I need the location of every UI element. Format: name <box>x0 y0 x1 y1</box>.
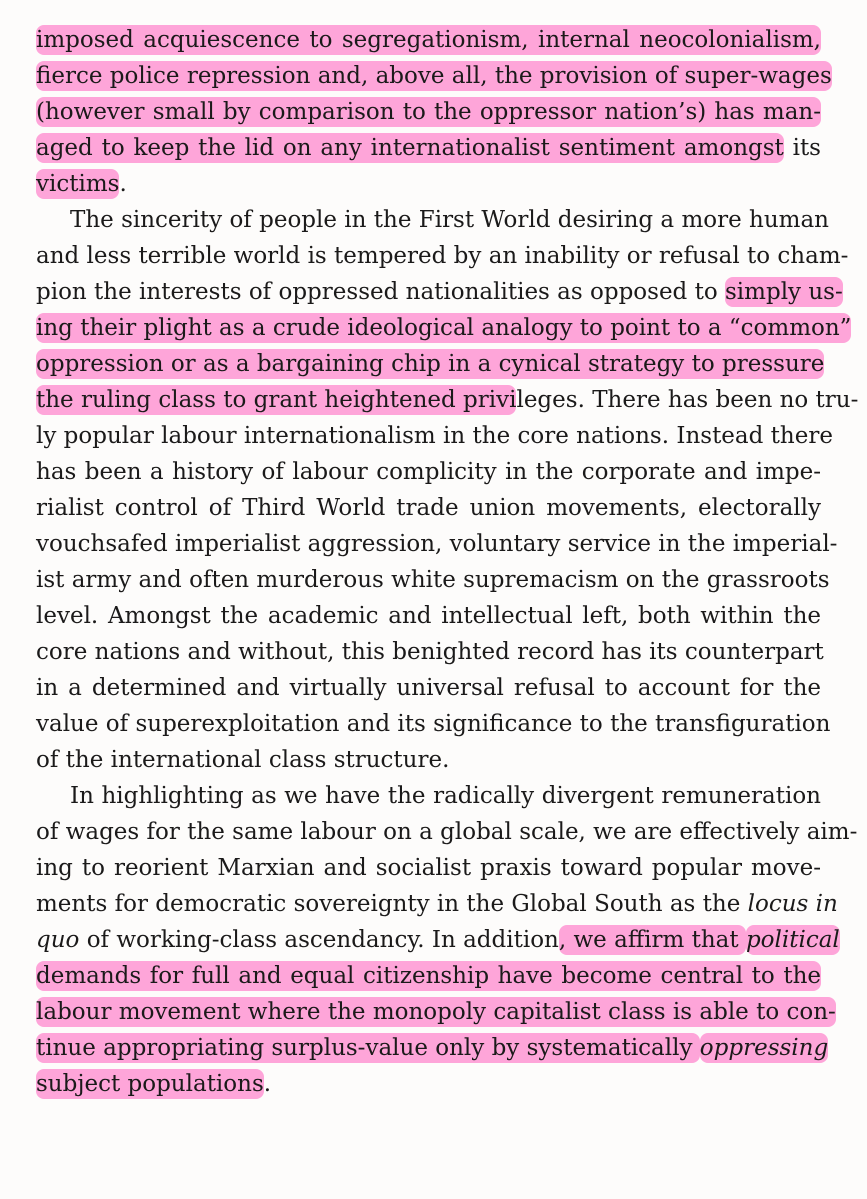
text-segment: rialist control of Third World trade union movements, electorally <box>36 495 821 521</box>
paragraph-2 <box>36 202 859 778</box>
text-segment: leges. There has been no tru- <box>516 387 859 413</box>
text-line <box>36 418 833 454</box>
text-line <box>36 634 824 670</box>
highlighted-text: simply us- <box>725 279 843 305</box>
highlighted-text: ing their plight as a crude ideological analogy to point to a “common” <box>36 315 852 341</box>
text-line <box>36 274 843 310</box>
paragraph-3 <box>36 778 858 1102</box>
highlighted-text: oppressing <box>699 1035 829 1061</box>
highlighted-text: political <box>745 927 840 953</box>
highlighted-text: imposed acquiescence to segregationism, internal neocolonialism, <box>36 27 821 53</box>
text-line <box>36 706 831 742</box>
highlighted-text: the ruling class to grant heightened privi <box>36 387 517 413</box>
text-line <box>36 994 836 1030</box>
text-line <box>36 562 830 598</box>
text-line <box>36 526 838 562</box>
text-line <box>36 94 821 130</box>
text-line <box>36 742 821 778</box>
highlighted-text: demands for full and equal citizenship have become central to the <box>36 963 821 989</box>
text-line <box>36 886 838 922</box>
text-line <box>36 166 821 202</box>
highlighted-text: oppression or as a bargaining chip in a cynical strategy to pressure <box>36 351 825 377</box>
text-line <box>36 490 821 526</box>
highlighted-text: fierce police repression and, above all, the provision of super-wages <box>36 63 832 89</box>
text-segment: . <box>263 1071 272 1097</box>
text-segment: vouchsafed imperialist aggression, voluntary service in the imperial- <box>36 531 838 557</box>
text-segment: level. Amongst the academic and intellectual left, both within the <box>36 603 821 629</box>
text-segment: ly popular labour internationalism in the core nations. Instead there <box>36 423 833 449</box>
text-line <box>36 1066 821 1102</box>
text-segment: of wages for the same labour on a global scale, we are effectively aim- <box>36 819 858 845</box>
highlighted-text: tinue appropriating surplus-value only by systematically <box>36 1035 700 1061</box>
book-page <box>36 22 859 1102</box>
text-segment: . <box>119 171 127 197</box>
text-line <box>36 814 858 850</box>
text-line <box>36 958 821 994</box>
text-segment: and less terrible world is tempered by an inability or refusal to cham- <box>36 243 849 269</box>
text-segment: value of superexploitation and its significance to the transfiguration <box>36 711 831 737</box>
text-segment: in a determined and virtually universal refusal to account for the <box>36 675 821 701</box>
text-line <box>36 202 829 238</box>
highlighted-text: labour movement where the monopoly capitalist class is able to con- <box>36 999 836 1025</box>
text-line <box>36 238 849 274</box>
text-line <box>36 346 825 382</box>
text-line <box>36 778 821 814</box>
text-segment: has been a history of labour complicity in the corporate and impe- <box>36 459 821 485</box>
highlighted-text: subject populations <box>36 1071 264 1097</box>
highlighted-text: aged to keep the lid on any internationalist sentiment amongst <box>36 135 784 161</box>
text-segment: quo <box>36 927 80 953</box>
text-segment: ing to reorient Marxian and socialist praxis toward popular move- <box>36 855 821 881</box>
text-line <box>36 310 852 346</box>
text-line <box>36 22 821 58</box>
text-segment: ments for democratic sovereignty in the Global South as the <box>36 891 748 917</box>
highlighted-text: (however small by comparison to the oppressor nation’s) has man- <box>36 99 821 125</box>
paragraph-1 <box>36 22 832 202</box>
text-line <box>36 1030 829 1066</box>
text-line <box>36 382 859 418</box>
text-segment: The sincerity of people in the First World desiring a more human <box>70 207 829 233</box>
text-segment: locus in <box>747 891 838 917</box>
text-line <box>36 670 821 706</box>
text-line <box>36 850 821 886</box>
text-segment: pion the interests of oppressed nationalities as opposed to <box>36 279 725 305</box>
text-segment: of the international class structure. <box>36 747 450 773</box>
text-line <box>36 922 840 958</box>
text-segment: ist army and often murderous white supremacism on the grassroots <box>36 567 830 593</box>
text-segment: In highlighting as we have the radically divergent remuneration <box>70 783 821 809</box>
text-line <box>36 58 832 94</box>
text-segment: its <box>783 135 821 161</box>
text-segment: core nations and without, this benighted record has its counterpart <box>36 639 824 665</box>
text-line <box>36 454 821 490</box>
text-segment: of working-class ascendancy. In addition <box>79 927 559 953</box>
highlighted-text: victims <box>36 171 120 197</box>
text-line <box>36 130 821 166</box>
text-line <box>36 598 821 634</box>
highlighted-text: , we affirm that <box>558 927 746 953</box>
